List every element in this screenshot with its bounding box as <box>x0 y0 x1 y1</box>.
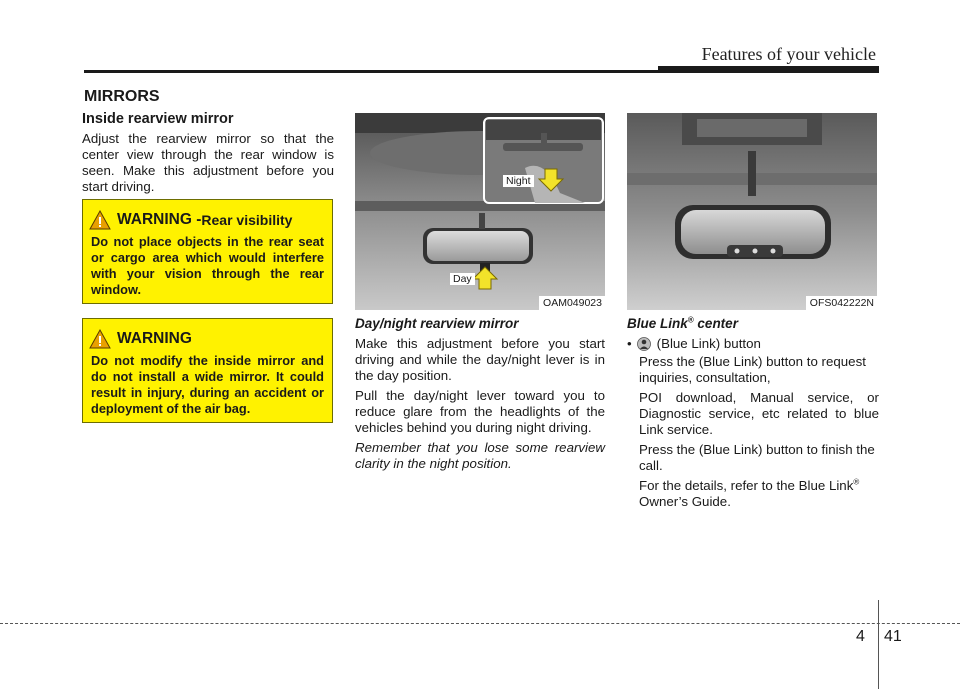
warning-subheading: Rear visibility <box>201 212 293 228</box>
day-night-title: Day/night rearview mirror <box>355 316 519 331</box>
day-night-mirror-illustration <box>355 113 605 310</box>
warning-header <box>89 329 332 349</box>
image-caption: OAM049023 <box>539 296 605 310</box>
blue-link-line-4 <box>639 478 879 510</box>
blue-link-bullet-text: (Blue Link) button <box>656 336 761 351</box>
blue-link-title <box>627 316 879 332</box>
mirror-drawing <box>355 113 605 310</box>
warning-triangle-icon <box>89 210 111 230</box>
blue-link-line-3: Press the (Blue Link) button to finish the call. <box>639 442 875 473</box>
warning-header <box>89 210 332 230</box>
blue-link-section <box>627 316 879 510</box>
section-title: MIRRORS <box>84 88 160 105</box>
day-night-paragraph-1: Make this adjustment before you start driving and while the day/night lever is in the day position. <box>355 336 605 383</box>
blue-link-mirror-illustration <box>627 113 877 310</box>
blue-link-line-4-end: Owner’s Guide. <box>639 494 731 509</box>
blue-link-title-text: Blue Link <box>627 316 688 331</box>
warning-heading: WARNING - <box>117 211 202 228</box>
blue-link-title-suffix: center <box>693 316 738 331</box>
night-label: Night <box>503 175 534 187</box>
mirror-drawing <box>627 113 877 310</box>
registered-mark: ® <box>853 477 860 487</box>
warning-body: Do not place objects in the rear seat or cargo area which would interfere with your vision through the rear window. <box>91 234 324 297</box>
inside-mirror-text: Adjust the rearview mirror so that the center view through the rear window is seen. Make this adjustment before you start driving. <box>82 131 334 194</box>
warning-body: Do not modify the inside mirror and do not install a wide mirror. It could result in injury, during an accident or deployment of the air bag. <box>91 353 324 416</box>
warning-box-mirror-modification <box>82 318 333 423</box>
day-night-note: Remember that you lose some rearview clarity in the night position. <box>355 440 605 471</box>
image-caption: OFS042222N <box>806 296 877 310</box>
footer-rule <box>0 623 960 624</box>
blue-link-line-4-text: For the details, refer to the Blue Link <box>639 478 854 493</box>
warning-triangle-icon <box>89 329 111 349</box>
footer-divider <box>878 600 879 689</box>
blue-link-line-2: POI download, Manual service, or Diagnostic service, etc related to blue Link service. <box>639 390 879 437</box>
warning-box-rear-visibility <box>82 199 333 304</box>
registered-mark: ® <box>687 315 694 325</box>
inside-mirror-title: Inside rearview mirror <box>82 111 234 127</box>
header-title: Features of your vehicle <box>701 44 876 64</box>
blue-link-line-1: Press the (Blue Link) button to request inquiries, consultation, <box>639 354 866 385</box>
warning-heading: WARNING <box>117 330 192 347</box>
day-night-paragraph-2: Pull the day/night lever toward you to reduce glare from the headlights of the vehicles behind you during night driving. <box>355 388 605 435</box>
blue-link-button-icon <box>637 337 651 351</box>
page-number: 41 <box>884 628 902 645</box>
day-label: Day <box>450 273 475 285</box>
day-night-section <box>355 316 605 472</box>
chapter-number: 4 <box>856 628 865 645</box>
blue-link-bullet <box>627 336 879 352</box>
header-rule-accent <box>658 66 879 72</box>
bullet-dot: • <box>627 336 632 351</box>
